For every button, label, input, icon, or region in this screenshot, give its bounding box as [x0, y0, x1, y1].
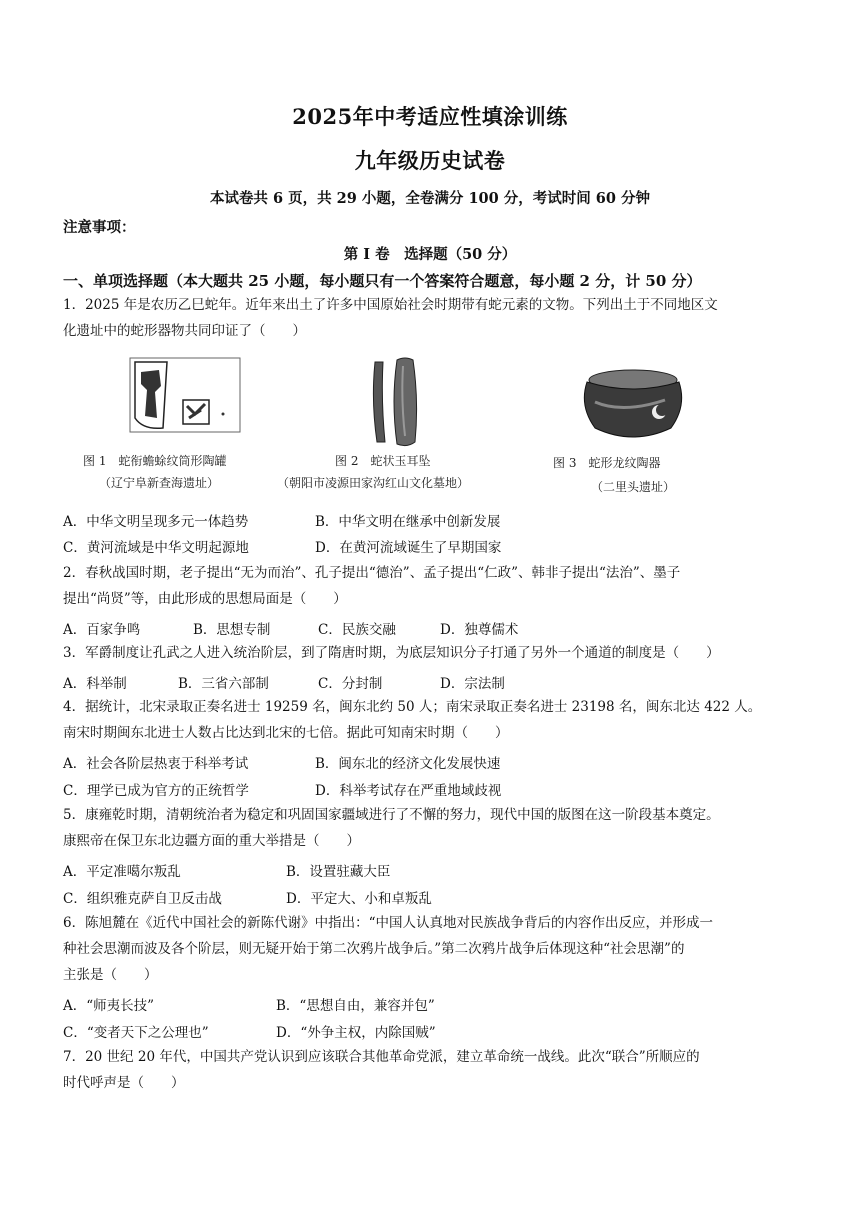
- question-1: [63, 292, 798, 344]
- question-4-option-d[interactable]: D．科举考试存在严重地域歧视: [315, 783, 502, 799]
- figure-1-caption: 图 1 蛇衔蟾蜍纹筒形陶罐: [83, 454, 227, 468]
- question-5-option-a[interactable]: A．平定准噶尔叛乱: [63, 864, 181, 880]
- question-1-option-a[interactable]: A．中华文明呈现多元一体趋势: [63, 514, 249, 530]
- question-5-line-1: 5．康雍乾时期，清朝统治者为稳定和巩固国家疆域进行了不懈的努力，现代中国的版图在这一阶段基本奠定。: [63, 807, 720, 823]
- part-heading: 一、单项选择题（本大题共 25 小题，每小题只有一个答案符合题意，每小题 2 分，计 50 分）: [63, 272, 702, 290]
- question-7-line-2: 时代呼声是（ ）: [63, 1075, 185, 1091]
- question-4-option-b[interactable]: B．闽东北的经济文化发展快速: [315, 756, 501, 772]
- question-4-line-2: 南宋时期闽东北进士人数占比达到北宋的七倍。据此可知南宋时期（ ）: [63, 725, 509, 741]
- question-5-line-2: 康熙帝在保卫东北边疆方面的重大举措是（ ）: [63, 833, 360, 849]
- question-5-option-b[interactable]: B．设置驻藏大臣: [286, 864, 391, 880]
- question-6: [63, 910, 798, 988]
- question-7-line-1: 7．20 世纪 20 年代，中国共产党认识到应该联合其他革命党派，建立革命统一战线。此次“联合”所顺应的: [63, 1049, 700, 1065]
- exam-info: 本试卷共 6 页，共 29 小题，全卷满分 100 分，考试时间 60 分钟: [209, 190, 651, 207]
- question-6-line-2: 种社会思潮而波及各个阶层，则无疑开始于第二次鸦片战争后。”第二次鸦片战争后体现这种“社会思潮”的: [63, 941, 685, 957]
- question-3-option-a[interactable]: A．科举制: [63, 676, 127, 692]
- figure-3-site: （二里头遗址）: [591, 480, 676, 494]
- question-7: [63, 1044, 798, 1096]
- question-2-line-1: 2．春秋战国时期，老子提出“无为而治”、孔子提出“德治”、孟子提出“仁政”、韩非子提出“法治”、墨子: [63, 565, 681, 581]
- exam-title: 2025年中考适应性填涂训练: [292, 104, 568, 129]
- question-6-option-a[interactable]: A．“师夷长技”: [63, 998, 155, 1014]
- question-1-option-d[interactable]: D．在黄河流域诞生了早期国家: [315, 540, 502, 556]
- question-1-line-2: 化遗址中的蛇形器物共同印证了（ ）: [63, 323, 306, 339]
- question-2-option-d[interactable]: D．独尊儒术: [440, 622, 519, 638]
- snake-pottery-jar-image: [125, 356, 245, 434]
- question-2-line-2: 提出“尚贤”等，由此形成的思想局面是（ ）: [63, 591, 347, 607]
- question-5: [63, 802, 798, 854]
- question-3-option-d[interactable]: D．宗法制: [440, 676, 505, 692]
- question-4-line-1: 4．据统计，北宋录取正奏名进士 19259 名，闽东北约 50 人；南宋录取正奏名进士 23198 名，闽东北达 422 人。: [63, 699, 762, 715]
- section-heading: 第 I 卷 选择题（50 分）: [343, 246, 517, 263]
- question-4-option-a[interactable]: A．社会各阶层热衷于科举考试: [63, 756, 249, 772]
- question-6-option-c[interactable]: C．“变者天下之公理也”: [63, 1025, 209, 1041]
- question-1-line-1: 1．2025 年是农历乙巳蛇年。近年来出土了许多中国原始社会时期带有蛇元素的文物。下列出土于不同地区文: [63, 297, 718, 313]
- question-6-option-d[interactable]: D．“外争主权，内除国贼”: [276, 1025, 436, 1041]
- jade-earring-image: [363, 356, 433, 448]
- question-6-option-b[interactable]: B．“思想自由，兼容并包”: [276, 998, 435, 1014]
- figure-1-site: （辽宁阜新查海遗址）: [99, 476, 220, 490]
- question-5-option-d[interactable]: D．平定大、小和卓叛乱: [286, 891, 432, 907]
- question-6-line-1: 6．陈旭麓在《近代中国社会的新陈代谢》中指出：“中国人认真地对民族战争背后的内容作出反应，并形成一: [63, 915, 713, 931]
- figure-2-site: （朝阳市凌源田家沟红山文化墓地）: [277, 476, 470, 490]
- question-2-option-a[interactable]: A．百家争鸣: [63, 622, 141, 638]
- question-3-option-b[interactable]: B．三省六部制: [178, 676, 269, 692]
- figure-3-caption: 图 3 蛇形龙纹陶器: [553, 456, 661, 470]
- question-4-option-c[interactable]: C．理学已成为官方的正统哲学: [63, 783, 249, 799]
- dragon-pottery-image: [573, 366, 693, 442]
- question-1-option-b[interactable]: B．中华文明在继承中创新发展: [315, 514, 501, 530]
- question-2-option-b[interactable]: B．思想专制: [193, 622, 271, 638]
- question-3-line-1: 3．军爵制度让孔武之人进入统治阶层，到了隋唐时期，为底层知识分子打通了另外一个通道的制度是（ ）: [63, 645, 720, 661]
- figure-2-caption: 图 2 蛇状玉耳坠: [335, 454, 431, 468]
- question-1-option-c[interactable]: C．黄河流域是中华文明起源地: [63, 540, 249, 556]
- question-3: [63, 640, 798, 666]
- question-2-option-c[interactable]: C．民族交融: [318, 622, 396, 638]
- question-6-line-3: 主张是（ ）: [63, 967, 158, 983]
- question-2: [63, 560, 798, 612]
- question-3-option-c[interactable]: C．分封制: [318, 676, 383, 692]
- exam-subtitle: 九年级历史试卷: [354, 148, 506, 173]
- question-5-option-c[interactable]: C．组织雅克萨自卫反击战: [63, 891, 222, 907]
- question-1-figures: [63, 348, 798, 500]
- notice-heading: 注意事项：: [63, 219, 136, 236]
- question-4: [63, 694, 798, 746]
